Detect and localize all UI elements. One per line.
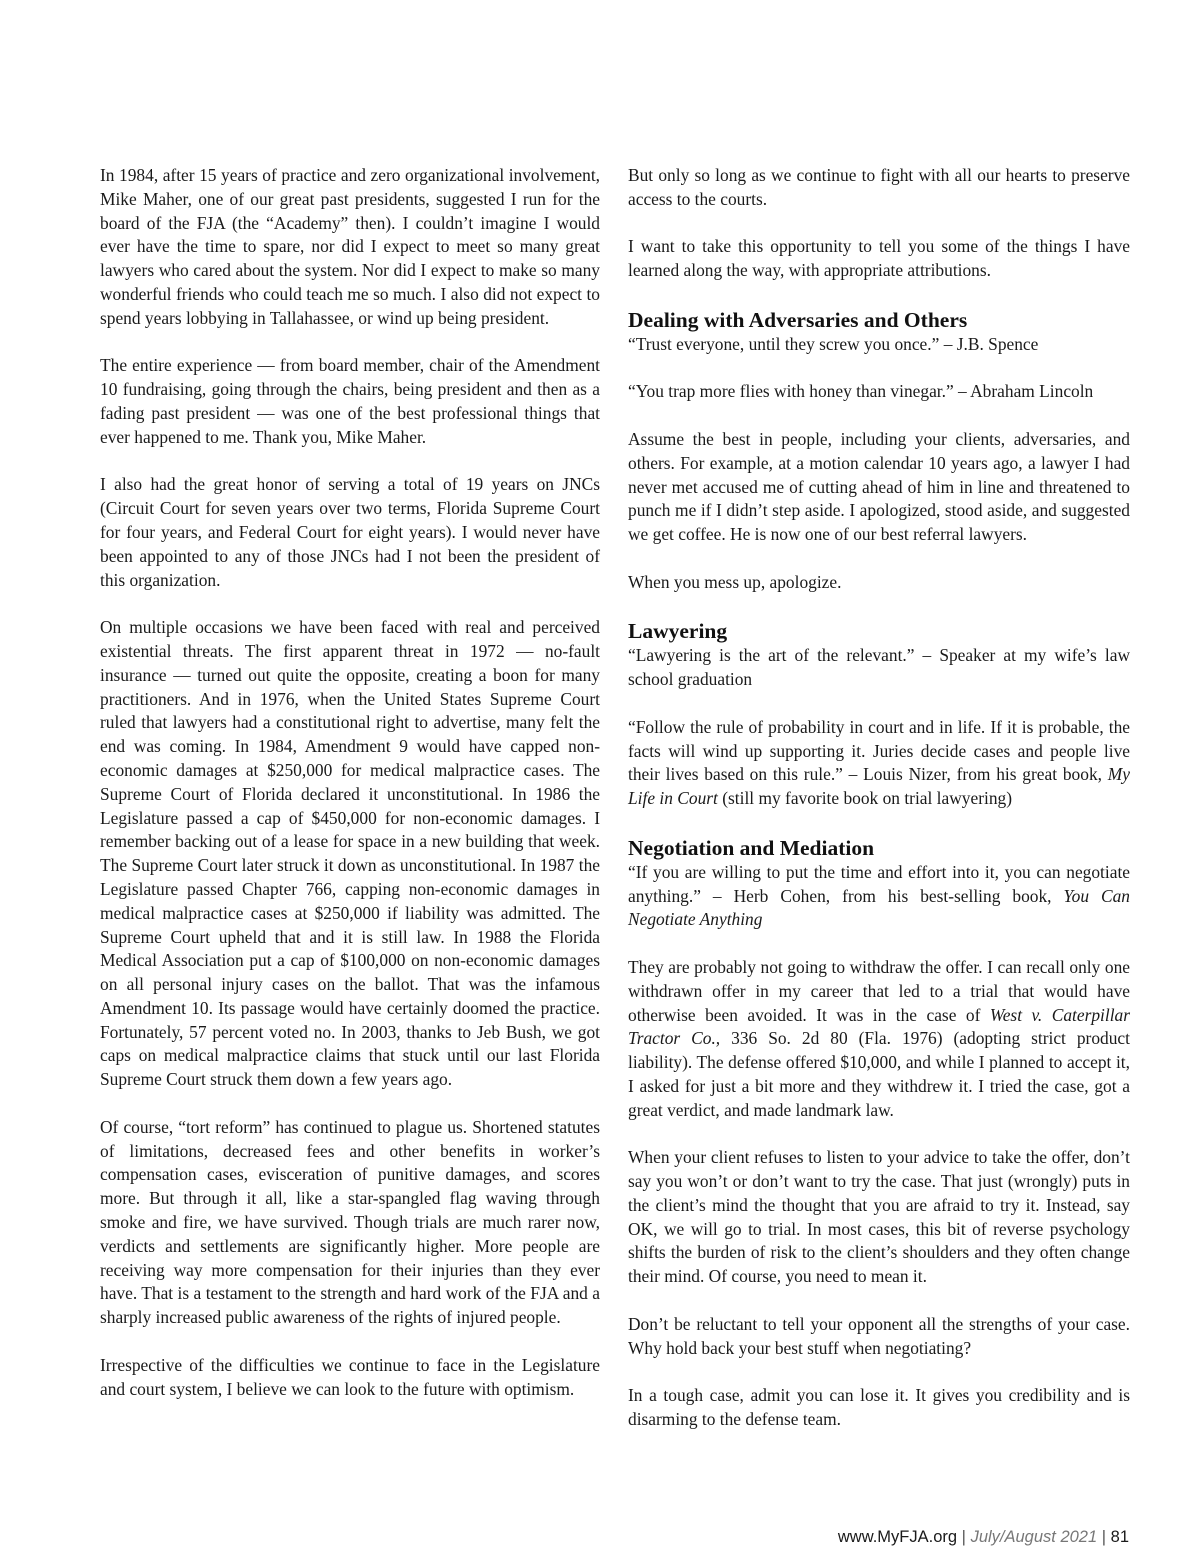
paragraph: But only so long as we continue to fight with all our hearts to preserve access to the courts. bbox=[628, 165, 1130, 209]
section-heading-negotiation: Negotiation and Mediation bbox=[628, 835, 875, 860]
section-heading-adversaries: Dealing with Adversaries and Others bbox=[628, 307, 968, 332]
paragraph: Irrespective of the difficulties we continue to face in the Legislature and court system, I believe we can look to the future with optimism. bbox=[100, 1354, 600, 1399]
paragraph: I want to take this opportunity to tell you some of the things I have learned along the way, with appropriate attributions. bbox=[628, 236, 1130, 281]
quote-paragraph: “Trust everyone, until they screw you once.” – J.B. Spence bbox=[628, 333, 1039, 354]
paragraph: Assume the best in people, including your clients, adversaries, and others. For example, at a motion calendar 10 years ago, a lawyer I had never met accused me of cutting ahead of him in line and threatened to punch me if I didn’t step aside. I apologized, stood aside, and suggested we get coffee. He is now one of our best referral lawyers. bbox=[628, 428, 1130, 545]
footer-divider: | bbox=[1101, 1528, 1107, 1546]
right-column bbox=[628, 164, 1130, 1432]
page-number: 81 bbox=[1110, 1528, 1129, 1546]
book-title: You Can Negotiate Anything bbox=[628, 885, 1131, 930]
paragraph: Of course, “tort reform” has continued to plague us. Shortened statutes of limitations, decreased fees and other benefits in worker’s compensation cases, evisceration of punitive damages, and scores more. But through it all, like a star-spangled flag waving through smoke and fire, we have survived. Though trials are much rarer now, verdicts and settlements are significantly higher. More people are receiving way more compensation for their injuries than they ever have. That is a testament to the strength and hard work of the FJA and a sharply increased public awareness of the rights of injured people. bbox=[100, 1116, 600, 1328]
quote-text: (still my favorite book on trial lawyering) bbox=[717, 788, 1012, 809]
page-footer bbox=[838, 1528, 1129, 1547]
book-title: My Life in Court bbox=[628, 764, 1130, 809]
quote-paragraph: “Lawyering is the art of the relevant.” – Speaker at my wife’s law school graduation bbox=[628, 645, 1130, 690]
footer-divider: | bbox=[961, 1528, 966, 1546]
quote-paragraph bbox=[628, 716, 1130, 811]
case-name: West v. Caterpillar Tractor Co., bbox=[628, 1004, 1130, 1049]
section-heading-lawyering: Lawyering bbox=[628, 619, 728, 644]
quote-paragraph: “You trap more flies with honey than vinegar.” – Abraham Lincoln bbox=[628, 381, 1094, 402]
paragraph: When you mess up, apologize. bbox=[628, 571, 842, 592]
paragraph: On multiple occasions we have been faced with real and perceived existential threats. The first apparent threat in 1972 — no-fault insurance — turned out quite the opposite, creating a boon for many practitioners. And in 1976, when the United States Supreme Court ruled that lawyers had a constitutional right to advertise, many felt the end was coming. In 1984, Amendment 9 would have capped non-economic damages at $250,000 for medical malpractice cases. The Supreme Court of Florida declared it unconstitutional. In 1986 the Legislature passed a cap of $450,000 for non-economic damages. I remember backing out of a lease for space in a new building that week. The Supreme Court later struck it down as unconstitutional. In 1987 the Legislature passed Chapter 766, capping non-economic damages in medical malpractice cases at $250,000 if liability was admitted. The Supreme Court upheld that and it is still law. In 1988 the Florida Medical Association put a cap of $100,000 on non-economic damages on all personal injury cases on the ballot. That was the infamous Amendment 10. Its passage would have certainly doomed the practice. Fortunately, 57 percent voted no. In 2003, thanks to Jeb Bush, we got caps on medical malpractice claims that stuck until our last Florida Supreme Court struck them down a few years ago. bbox=[100, 617, 600, 1090]
paragraph bbox=[628, 956, 1130, 1123]
paragraph: I also had the great honor of serving a total of 19 years on JNCs (Circuit Court for seven years over two terms, Florida Supreme Court for four years, and Federal Court for eight years). I would never have been appointed to any of those JNCs had I not been the president of this organization. bbox=[100, 474, 600, 590]
paragraph: When your client refuses to listen to your advice to take the offer, don’t say you won’t or don’t want to try the case. That just (wrongly) puts in the client’s mind the thought that you are afraid to try it. Instead, say OK, we will go to trial. In most cases, this bit of reverse psychology shifts the burden of risk to the client’s shoulders and they often change their mind. Of course, you need to mean it. bbox=[628, 1147, 1130, 1287]
quote-text: “If you are willing to put the time and effort into it, you can negotiate anything.” – Herb Cohen, from his best-selling book, bbox=[628, 861, 1130, 906]
paragraph: In 1984, after 15 years of practice and zero organizational involvement, Mike Maher, one of our great past presidents, suggested I run for the board of the FJA (the “Academy” then). I couldn’t imagine I would ever have the time to spare, nor did I expect to meet so many great lawyers who cared about the system. Nor did I expect to make so many wonderful friends who could teach me so much. I also did not expect to spend years lobbying in Tallahassee, or wind up being president. bbox=[100, 165, 600, 328]
website-url: www.MyFJA.org bbox=[837, 1528, 958, 1546]
quote-paragraph bbox=[628, 861, 1130, 932]
paragraph: Don’t be reluctant to tell your opponent all the strengths of your case. Why hold back your best stuff when negotiating? bbox=[628, 1313, 1130, 1358]
left-column bbox=[100, 164, 600, 1401]
quote-text: “Follow the rule of probability in court and in life. If it is probable, the facts will wind up supporting it. Juries decide cases and people live their lives based on this rule.” – Louis Nizer, from his great book, bbox=[628, 716, 1130, 785]
issue-date: July/August 2021 bbox=[970, 1528, 1098, 1546]
paragraph-text: 336 So. 2d 80 (Fla. 1976) (adopting strict product liability). The defense offered $10,000, and while I planned to accept it, I asked for just a bit more and they withdrew it. I tried the case, got a great verdict, and made landmark law. bbox=[628, 1028, 1130, 1120]
paragraph-text: They are probably not going to withdraw the offer. I can recall only one withdrawn offer in my career that led to a trial that would have otherwise been avoided. It was in the case of bbox=[628, 956, 1130, 1025]
paragraph: In a tough case, admit you can lose it. It gives you credibility and is disarming to the defense team. bbox=[628, 1385, 1130, 1430]
paragraph: The entire experience — from board member, chair of the Amendment 10 fundraising, going through the chairs, being president and then as a fading past president — was one of the best professional things that ever happened to me. Thank you, Mike Maher. bbox=[100, 355, 600, 447]
